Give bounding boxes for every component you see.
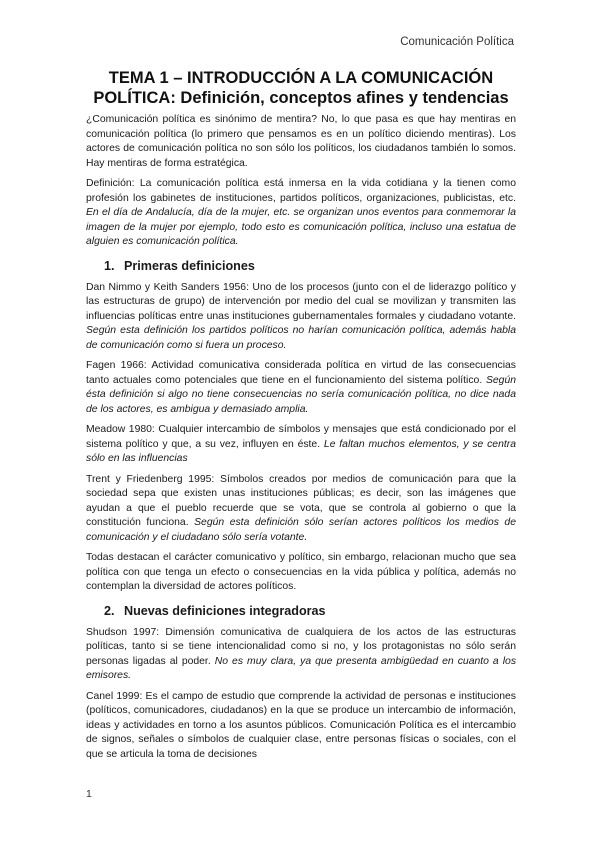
entry-note: No es muy clara, ya que presenta ambigüedad en cuanto a los emisores. <box>86 655 517 681</box>
definition-paragraph <box>86 177 516 250</box>
canel-paragraph <box>86 690 516 763</box>
section-2-heading <box>86 603 516 619</box>
entry-note: Según esta definición los partidos políticos no harían comunicación política, además habla de comunicación como si fuera un proceso. <box>86 325 516 351</box>
section-2-number: 2. <box>104 603 115 618</box>
trent-friedenberg-paragraph <box>86 473 516 546</box>
meadow-paragraph <box>86 423 516 467</box>
entry-text: Dan Nimmo y Keith Sanders 1956: Uno de los procesos (junto con el de liderazgo político y las estructuras de grupo) de intervención por medio del cual se movilizan y transmiten las influencias políticas entre unas instituciones gubernamentales formales y ciudadano votante. <box>86 281 516 322</box>
entry-note: Según ésta definición si algo no tiene consecuencias no sería comunicación política, no dice nada de los actores, es ambigua y demasiado amplia. <box>86 374 516 415</box>
entry-text: Shudson 1997: Dimensión comunicativa de cualquiera de los actos de las estructuras políticas, tanto si se tiene intencionalidad como si no, y los protagonistas no sólo serán personas ligadas al poder. <box>86 626 516 667</box>
entry-note: Según esta definición sólo serían actores políticos los medios de comunicación y el ciudadano sólo sería votante. <box>86 517 516 543</box>
definition-text: Definición: La comunicación política está inmersa en la vida cotidiana y la tienen como profesión los gabinetes de instituciones, partidos políticos, organizaciones, publicistas, etc. <box>86 178 516 204</box>
section-1-summary: Todas destacan el carácter comunicativo y político, sin embargo, relacionan mucho que sea política con que tenga un efecto o consecuencias en la vida pública y política, además no contemplan la diversidad de actores políticos. <box>86 552 516 592</box>
entry-note: Le faltan muchos elementos, y se centra sólo en las influencias <box>86 438 516 464</box>
entry-text: Trent y Friedenberg 1995: Símbolos creados por medios de comunicación para que la sociedad sepa que existen unas instituciones públicas; es decir, son las imágenes que ayudan a que el pueblo recuerde que se vota, que se controla al gobierno o que la constitución funciona. <box>86 473 516 528</box>
section-1-title: Primeras definiciones <box>124 258 255 273</box>
nimmo-sanders-paragraph <box>86 281 516 354</box>
intro-paragraph: ¿Comunicación política es sinónimo de mentira? No, lo que pasa es que hay mentiras en comunicación política (lo primero que pensamos es en un político diciendo mentiras). Los actores de comunicación política no son sólo los políticos, los ciudadanos también lo somos. Hay mentiras de forma estratégica. <box>86 114 516 169</box>
definition-note: En el día de Andalucía, día de la mujer, etc. se organizan unos eventos para conmemorar la imagen de la mujer por ejemplo, todo esto es comunicación política, incluso una estatua de alguien es comunicación política. <box>86 207 516 247</box>
entry-text: Canel 1999: Es el campo de estudio que comprende la actividad de personas e instituciones (políticos, comunicadores, ciudadanos) en la que se produce un intercambio de información, ideas y actividades en torno a los asuntos públicos. Comunicación Política es el intercambio de signos, señales o símbolos de cualquier clase, entre personas físicas o sociales, con el que se articula la toma de decisiones <box>86 690 516 760</box>
section-2-title: Nuevas definiciones integradoras <box>124 603 326 618</box>
page-title <box>86 68 516 108</box>
entry-text: Fagen 1966: Actividad comunicativa considerada política en virtud de las consecuencias tanto actuales como potenciales que tiene en el funcionamiento del sistema político. <box>86 360 516 386</box>
entry-text: Meadow 1980: Cualquier intercambio de símbolos y mensajes que está condicionado por el sistema político y que, a su vez, influyen en éste. <box>86 424 516 450</box>
running-header: Comunicación Política <box>400 36 514 48</box>
page-content <box>86 68 516 768</box>
title-line-1: TEMA 1 – INTRODUCCIÓN A LA COMUNICACIÓN <box>108 69 494 87</box>
page-number: 1 <box>86 788 92 800</box>
section-1-number: 1. <box>104 258 115 273</box>
title-line-2: POLÍTICA: Definición, conceptos afines y tendencias <box>93 89 509 107</box>
fagen-paragraph <box>86 359 516 417</box>
shudson-paragraph <box>86 626 516 684</box>
section-1-heading <box>86 258 516 274</box>
